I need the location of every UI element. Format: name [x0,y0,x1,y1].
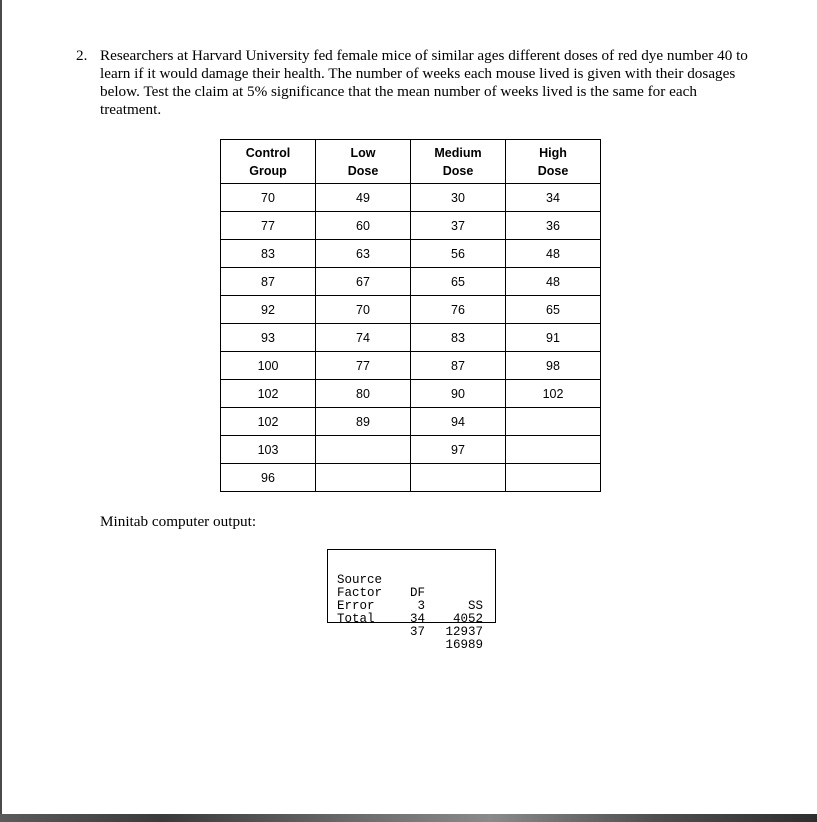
table-cell: 65 [411,268,506,296]
column-header [221,140,316,184]
table-cell: 76 [411,296,506,324]
table-row [221,240,601,268]
table-cell: 87 [411,352,506,380]
column-header-line2: Dose [537,163,569,178]
table-body [221,184,601,492]
table-row [221,352,601,380]
anova-header-df: DF [409,586,425,600]
table-cell: 94 [411,408,506,436]
table-cell: 48 [506,268,601,296]
column-header-line2: Dose [442,163,474,178]
table-cell: 56 [411,240,506,268]
table-cell: 30 [411,184,506,212]
bottom-edge-shadow [0,814,817,822]
table-cell: 102 [506,380,601,408]
table-row [221,212,601,240]
column-header-line1: Control [245,145,291,160]
table-cell: 97 [411,436,506,464]
table-cell: 60 [316,212,411,240]
table-cell [506,464,601,492]
minitab-output-label: Minitab computer output: [100,513,257,530]
table-cell: 98 [506,352,601,380]
table-cell [316,464,411,492]
anova-df: 34 [409,612,425,626]
table-row [221,268,601,296]
table-cell: 65 [506,296,601,324]
table-cell: 92 [221,296,316,324]
table-cell: 34 [506,184,601,212]
table-cell: 70 [316,296,411,324]
table-row [221,464,601,492]
table-cell: 93 [221,324,316,352]
table-cell: 74 [316,324,411,352]
table-cell: 83 [221,240,316,268]
anova-df: 3 [417,599,425,613]
table-row [221,324,601,352]
table-cell: 89 [316,408,411,436]
table-cell: 102 [221,380,316,408]
table-cell: 80 [316,380,411,408]
table-cell: 63 [316,240,411,268]
anova-source: Factor [337,586,383,600]
table-cell: 77 [316,352,411,380]
column-header-line1: High [539,145,567,160]
anova-ss: 12937 [445,625,483,639]
anova-header-source: Source [337,573,383,587]
table-cell: 83 [411,324,506,352]
table-cell [506,436,601,464]
table-row [221,296,601,324]
table-cell: 87 [221,268,316,296]
anova-header-ss: SS [467,599,483,613]
column-header [411,140,506,184]
table-cell: 67 [316,268,411,296]
table-row [221,436,601,464]
table-cell [411,464,506,492]
table-row [221,408,601,436]
question-number: 2. [76,47,88,64]
table-cell: 77 [221,212,316,240]
table-cell: 70 [221,184,316,212]
dose-survival-table [220,139,601,492]
table-cell [506,408,601,436]
column-header-line1: Low [350,145,376,160]
table-cell: 96 [221,464,316,492]
column-header [506,140,601,184]
table-cell: 37 [411,212,506,240]
table-cell: 100 [221,352,316,380]
table-cell: 103 [221,436,316,464]
table-cell: 49 [316,184,411,212]
table-cell: 91 [506,324,601,352]
column-header-line2: Group [249,163,287,178]
table-cell: 48 [506,240,601,268]
table-cell: 90 [411,380,506,408]
question-text: Researchers at Harvard University fed female mice of similar ages different doses of red dye number 40 to learn if it would damage their health. The number of weeks each mouse lived is given with their dosages below. Test the claim at 5% significance that the mean number of weeks lived is the same for each treatment. [100,47,748,118]
anova-source: Error [337,599,375,613]
table-cell: 36 [506,212,601,240]
table-cell: 102 [221,408,316,436]
column-header-line1: Medium [434,145,482,160]
anova-output-box [327,549,496,652]
column-header-line2: Dose [347,163,379,178]
table-header-row [221,140,601,184]
table-cell [316,436,411,464]
anova-ss: 4052 [452,612,483,626]
table-row [221,184,601,212]
anova-source: Total [337,612,375,626]
anova-df: 37 [409,625,425,639]
column-header [316,140,411,184]
anova-ss: 16989 [445,638,483,652]
table-row [221,380,601,408]
